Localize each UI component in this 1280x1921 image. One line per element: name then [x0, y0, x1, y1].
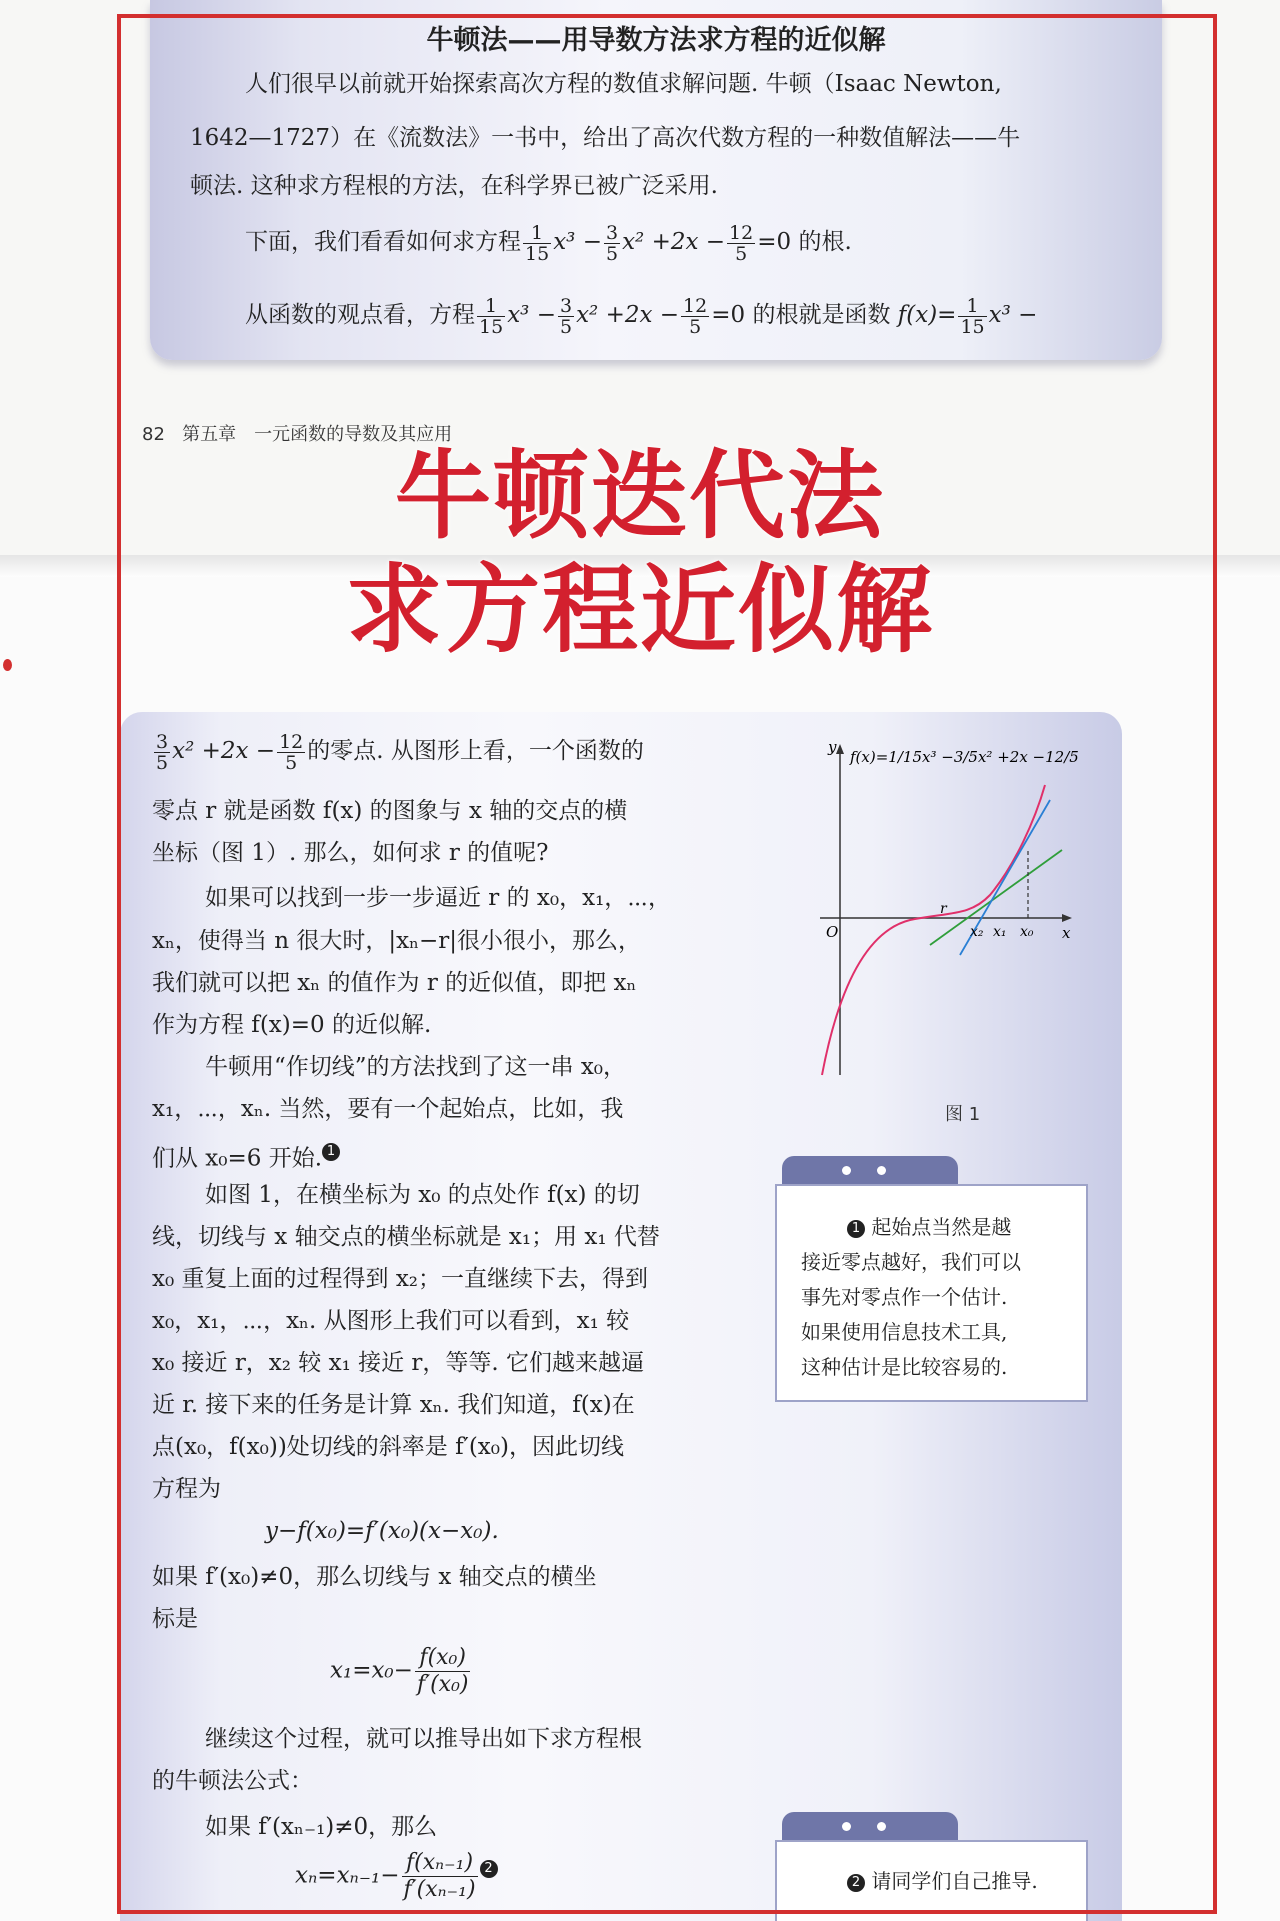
overlay-title-line-1: 牛顿迭代法: [395, 440, 885, 552]
newton-method-figure: [800, 730, 1100, 1090]
function-view-line: 从函数的观点看，方程 $\frac{1}{15}$ x³ − $\frac{3}{5}$ x² +2x − $\frac{12}{5}$ =0 的根就是函数 f(x)= $\frac{1}{15}$ x³ −: [245, 294, 1038, 338]
x2-label: x₂: [970, 924, 984, 940]
body-line-14: x₀，x₁，⋯，xₙ. 从图形上我们可以看到，x₁ 较: [152, 1308, 630, 1334]
body-line-8: 牛顿用“作切线”的方法找到了这一串 x₀，: [205, 1054, 627, 1080]
body-line-7: 作为方程 f(x)=0 的近似解.: [152, 1012, 432, 1038]
x0-label: x₀: [1020, 924, 1034, 940]
equation-prefix: 下面，我们看看如何求方程: [245, 229, 521, 255]
note1-line-3: 事先对零点作一个估计.: [801, 1285, 1008, 1309]
body-line-13: x₀ 重复上面的过程得到 x₂；一直继续下去，得到: [152, 1266, 649, 1292]
fraction-1-15: $\frac{1}{15}$: [525, 221, 550, 265]
body-line-11: 如图 1，在横坐标为 x₀ 的点处作 f(x) 的切: [205, 1182, 640, 1208]
body-line-5: xₙ，使得当 n 很大时，|xₙ−r|很小很小，那么，: [152, 928, 642, 954]
fraction-3-5: $\frac{3}{5}$: [605, 221, 619, 265]
overlay-title-line-2: 求方程近似解: [346, 554, 934, 666]
body-line-16: 近 r. 接下来的任务是计算 xₙ. 我们知道，f(x)在: [152, 1392, 635, 1418]
note1-tab: [782, 1156, 958, 1186]
note2-tab: [782, 1812, 958, 1842]
body-line-20: 标是: [152, 1606, 198, 1632]
y-axis-arrow-icon: [836, 744, 844, 754]
body-line-3: 坐标（图 1）. 那么，如何求 r 的值呢?: [152, 840, 549, 866]
body-line-2: 零点 r 就是函数 f(x) 的图象与 x 轴的交点的横: [152, 798, 628, 824]
function-curve: [822, 785, 1045, 1075]
note-dot-icon: [877, 1822, 886, 1831]
body-line-9: x₁，⋯，xₙ. 当然，要有一个起始点，比如，我: [152, 1096, 624, 1122]
function-label: f(x)=1/15x³ −3/5x² +2x −12/5: [850, 748, 1079, 766]
x-axis-arrow-icon: [1062, 914, 1072, 922]
body-line-21: 继续这个过程，就可以推导出如下求方程根: [205, 1726, 642, 1752]
note-box-2: [775, 1840, 1088, 1921]
body-line-12: 线，切线与 x 轴交点的横坐标就是 x₁；用 x₁ 代替: [152, 1224, 660, 1250]
intro-line-2: 1642—1727）在《流数法》一书中，给出了高次代数方程的一种数值解法——牛: [190, 125, 1021, 151]
footnote-marker-1[interactable]: 1: [322, 1143, 340, 1161]
body-line-17: 点(x₀，f(x₀))处切线的斜率是 f′(x₀)，因此切线: [152, 1434, 624, 1460]
body-line-19: 如果 f′(x₀)≠0，那么切线与 x 轴交点的横坐: [152, 1564, 597, 1590]
note1-line-2: 接近零点越好，我们可以: [801, 1250, 1021, 1274]
note-box-1: [775, 1184, 1088, 1402]
intro-line-1: 人们很早以前就开始探索高次方程的数值求解问题. 牛顿（Isaac Newton,: [245, 71, 1002, 97]
note-dot-icon: [842, 1822, 851, 1831]
body-line-22: 的牛顿法公式：: [152, 1768, 313, 1794]
x-axis-label: x: [1062, 924, 1071, 942]
body-line-10: 们从 x₀=6 开始. $^1$: [152, 1130, 340, 1180]
note1-line-5: 这种估计是比较容易的.: [801, 1355, 1008, 1379]
body-line-18: 方程为: [152, 1476, 221, 1502]
equation-line: 下面，我们看看如何求方程 $\frac{1}{15}$ x³ − $\frac{3}{5}$ x² +2x − $\frac{12}{5}$ =0 的根.: [245, 221, 852, 265]
intro-line-3: 顿法. 这种求方程根的方法，在科学界已被广泛采用.: [190, 173, 718, 199]
note-dot-icon: [877, 1166, 886, 1175]
body-line-1: $\frac{3}{5}$ x² +2x − $\frac{12}{5}$ 的零点. 从图形上看，一个函数的: [156, 730, 644, 774]
body-line-23: 如果 f′(xₙ₋₁)≠0，那么: [205, 1814, 438, 1840]
footnote-marker-2[interactable]: 2: [480, 1860, 498, 1878]
newton-formula: xₙ=xₙ₋₁− $\frac{\text{f(xₙ₋₁)}}{\text{f′(xₙ₋₁)}}$ $^2$: [295, 1850, 498, 1903]
note1-line-1: 1 起始点当然是越: [847, 1210, 1011, 1245]
note-dot-icon: [842, 1166, 851, 1175]
fraction-12-5: $\frac{12}{5}$: [729, 221, 754, 265]
figure-caption: 图 1: [945, 1104, 981, 1125]
x1-formula: x₁=x₀− $\frac{\text{f(x₀)}}{\text{f′(x₀)}}$: [330, 1645, 469, 1697]
y-axis-label: y: [828, 738, 837, 756]
page-number: 82: [142, 424, 165, 445]
root-label: r: [940, 901, 947, 917]
note1-line-4: 如果使用信息技术工具,: [801, 1320, 1008, 1344]
body-line-6: 我们就可以把 xₙ 的值作为 r 的近似值，即把 xₙ: [152, 970, 637, 996]
origin-label: O: [826, 923, 839, 941]
chapter-label: 第五章 一元函数的导数及其应用: [182, 424, 453, 445]
section-title: 牛顿法——用导数方法求方程的近似解: [426, 25, 886, 56]
x1-label: x₁: [993, 924, 1007, 940]
body-line-4: 如果可以找到一步一步逼近 r 的 x₀，x₁，⋯，: [205, 885, 672, 911]
tangent-equation: y−f(x₀)=f′(x₀)(x−x₀).: [265, 1518, 499, 1544]
note2-text: 2 请同学们自己推导.: [847, 1864, 1038, 1899]
body-line-15: x₀ 接近 r，x₂ 较 x₁ 接近 r，等等. 它们越来越逼: [152, 1350, 645, 1376]
